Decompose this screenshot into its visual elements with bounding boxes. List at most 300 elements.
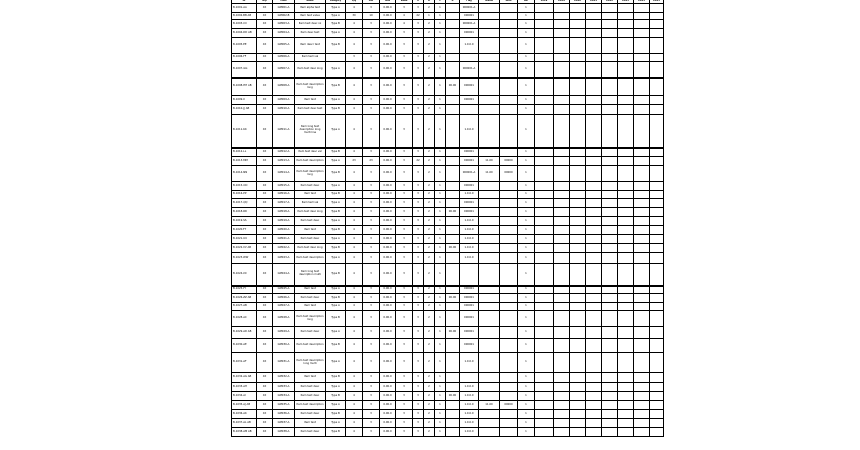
table-cell: 3 [396, 264, 413, 286]
table-cell: 000001 [460, 182, 479, 191]
table-cell [634, 353, 650, 373]
table-cell: 3 [396, 294, 413, 303]
table-cell: XX [257, 244, 273, 253]
table-cell: Type A [326, 199, 346, 208]
table-cell [535, 303, 554, 311]
table-cell: 3 [413, 191, 424, 199]
table-cell [570, 217, 586, 226]
table-cell: 0.00.0 [380, 339, 396, 353]
table-cell: 1 [518, 264, 535, 286]
table-cell [535, 38, 554, 54]
table-cell: 1.0.0.0 [460, 401, 479, 410]
column-header[interactable]: Name [295, 0, 326, 4]
table-cell [618, 401, 634, 410]
table-cell [446, 383, 460, 392]
table-cell: 000001-A [460, 166, 479, 182]
table-cell: 4 [346, 166, 363, 182]
table-cell: Item text [295, 226, 326, 235]
table-cell [479, 373, 500, 383]
table-cell [554, 4, 570, 13]
table-cell [535, 29, 554, 38]
table-cell [554, 157, 570, 166]
table-cell [535, 115, 554, 148]
table-cell [535, 401, 554, 410]
table-cell [650, 54, 664, 62]
table-cell: Type B [326, 264, 346, 286]
table-cell: 4 [346, 105, 363, 115]
table-cell: B-1035-AJ AB [232, 401, 257, 410]
table-cell: 1 [435, 294, 446, 303]
table-cell: 3 [363, 208, 380, 217]
table-cell: 3 [396, 226, 413, 235]
table-cell [650, 13, 664, 20]
table-cell [554, 410, 570, 419]
table-cell: 0.00.0 [380, 253, 396, 264]
table-cell: 1 [435, 191, 446, 199]
table-cell: 3 [413, 327, 424, 339]
table-cell [602, 244, 618, 253]
table-cell [500, 4, 518, 13]
table-cell: B-1004-DD AB [232, 29, 257, 38]
table-cell: 2 [424, 191, 435, 199]
table-cell: 0.00.0 [380, 373, 396, 383]
table-cell: 0.00.0 [380, 235, 396, 244]
table-cell [554, 226, 570, 235]
table-cell: 1 [435, 115, 446, 148]
table-cell: Item text desc [295, 392, 326, 401]
table-cell: 1 [518, 294, 535, 303]
column-header[interactable]: Qty [346, 0, 363, 4]
table-cell: 1 [518, 401, 535, 410]
table-cell: 3 [363, 303, 380, 311]
table-cell [634, 419, 650, 428]
table-cell [650, 208, 664, 217]
table-cell [554, 373, 570, 383]
table-row [232, 264, 664, 286]
table-cell: GM018-A [273, 208, 295, 217]
table-cell: Item text value [295, 13, 326, 20]
table-cell [554, 62, 570, 78]
table-cell: 2 [424, 208, 435, 217]
table-cell: 4 [346, 253, 363, 264]
table-cell [586, 373, 602, 383]
table-cell [634, 54, 650, 62]
table-cell: B-1034-AI [232, 392, 257, 401]
table-cell: 3 [396, 327, 413, 339]
table-row [232, 38, 664, 54]
table-cell [554, 191, 570, 199]
table-cell [479, 78, 500, 96]
table-cell [586, 54, 602, 62]
table-cell: 3 [363, 191, 380, 199]
table-cell [602, 115, 618, 148]
table-cell: GM020-A [273, 226, 295, 235]
table-cell: 1 [435, 264, 446, 286]
table-cell: 3 [396, 115, 413, 148]
table-cell [554, 235, 570, 244]
table-cell: 1 [435, 38, 446, 54]
table-cell: 3 [363, 311, 380, 327]
table-cell [479, 4, 500, 13]
table-cell: 1 [435, 13, 446, 20]
table-cell [535, 62, 554, 78]
table-cell [446, 401, 460, 410]
table-cell: 0.00.0 [380, 148, 396, 157]
table-cell: 30 [346, 13, 363, 20]
table-cell: 3 [413, 353, 424, 373]
table-cell [570, 4, 586, 13]
table-cell: 1 [435, 208, 446, 217]
table-cell [500, 286, 518, 294]
table-cell: 4 [346, 428, 363, 437]
table-cell: 1 [435, 401, 446, 410]
table-cell [479, 105, 500, 115]
table-cell: 1 [435, 157, 446, 166]
table-cell: Type B [326, 311, 346, 327]
column-header[interactable]: ID [232, 0, 257, 4]
table-cell [535, 410, 554, 419]
table-cell [554, 29, 570, 38]
column-header[interactable]: Col20 [570, 0, 586, 4]
table-cell: Type A [326, 29, 346, 38]
table-cell: 0.00.0 [380, 54, 396, 62]
table-cell [570, 166, 586, 182]
table-row [232, 20, 664, 29]
table-cell [570, 303, 586, 311]
table-cell: XX [257, 166, 273, 182]
column-header[interactable]: Col24 [634, 0, 650, 4]
table-cell: Type B [326, 208, 346, 217]
table-cell: XX [257, 226, 273, 235]
table-cell [634, 13, 650, 20]
table-cell [554, 20, 570, 29]
table-cell [602, 182, 618, 191]
table-cell [446, 373, 460, 383]
table-cell [602, 235, 618, 244]
table-cell [479, 115, 500, 148]
table-cell: 1.0.0.0 [460, 235, 479, 244]
table-cell [634, 226, 650, 235]
table-cell [634, 401, 650, 410]
table-cell: B-1022-VV AB [232, 244, 257, 253]
table-cell: 1 [518, 410, 535, 419]
table-row [232, 62, 664, 78]
table-cell [535, 199, 554, 208]
table-cell: 000001 [460, 286, 479, 294]
table-cell [554, 253, 570, 264]
table-cell: 0.00.0 [380, 303, 396, 311]
table-cell: 0.00.0 [380, 96, 396, 105]
table-cell [586, 166, 602, 182]
column-header[interactable]: Col25 [650, 0, 664, 4]
table-cell: 1.0.0.0 [460, 115, 479, 148]
table-cell: Item text [295, 286, 326, 294]
table-cell: XX [257, 96, 273, 105]
column-header[interactable]: Min [363, 0, 380, 4]
table-cell: 23 [346, 157, 363, 166]
table-cell: B-1020-TT [232, 226, 257, 235]
table-cell: 1 [435, 20, 446, 29]
table-cell [554, 78, 570, 96]
table-row [232, 166, 664, 182]
table-cell [570, 105, 586, 115]
table-cell: 3 [413, 208, 424, 217]
table-cell: 1 [518, 208, 535, 217]
table-cell [650, 29, 664, 38]
table-cell [535, 208, 554, 217]
table-cell [650, 339, 664, 353]
table-cell [650, 401, 664, 410]
table-cell: XX [257, 428, 273, 437]
table-cell [650, 62, 664, 78]
table-cell [554, 327, 570, 339]
table-cell [570, 392, 586, 401]
table-cell: Type A [326, 115, 346, 148]
table-cell: Item text desc [295, 235, 326, 244]
table-cell [500, 182, 518, 191]
table-cell [602, 191, 618, 199]
table-cell [618, 311, 634, 327]
table-cell: 3 [363, 115, 380, 148]
table-cell: 3 [363, 54, 380, 62]
table-cell [446, 105, 460, 115]
column-header[interactable]: Flag [460, 0, 479, 4]
table-cell [586, 199, 602, 208]
table-row [232, 294, 664, 303]
table-cell: Item text val [295, 199, 326, 208]
table-cell: 3 [396, 78, 413, 96]
column-header[interactable]: Ref [518, 0, 535, 4]
table-cell [535, 13, 554, 20]
table-cell [602, 157, 618, 166]
table-cell: 1.0.0.0 [460, 38, 479, 54]
table-cell: 3 [363, 353, 380, 373]
table-cell: Type B [326, 148, 346, 157]
table-cell: 3 [413, 303, 424, 311]
table-cell: 2 [424, 419, 435, 428]
table-cell: 4 [346, 264, 363, 286]
table-cell [634, 339, 650, 353]
table-cell: 4 [346, 20, 363, 29]
table-cell: Type B [326, 373, 346, 383]
table-cell: GM007-A [273, 62, 295, 78]
table-cell: 2 [424, 54, 435, 62]
table-cell [446, 148, 460, 157]
table-cell: 4 [346, 199, 363, 208]
table-cell [650, 428, 664, 437]
table-cell [554, 148, 570, 157]
column-header[interactable]: Col23 [618, 0, 634, 4]
column-header[interactable]: Value [396, 0, 413, 4]
table-cell: 3 [413, 54, 424, 62]
table-cell [618, 199, 634, 208]
column-header[interactable]: Status [479, 0, 500, 4]
column-header[interactable]: A [413, 0, 424, 4]
table-cell: 0.00.0 [380, 29, 396, 38]
table-cell [570, 226, 586, 235]
table-cell: 000001 [460, 208, 479, 217]
table-row [232, 115, 664, 148]
table-cell: Type A [326, 13, 346, 20]
table-cell: 00.00 [446, 327, 460, 339]
table-cell: B-1001-AA [232, 4, 257, 13]
table-cell [535, 311, 554, 327]
table-cell [634, 208, 650, 217]
table-row [232, 410, 664, 419]
table-cell [535, 96, 554, 105]
table-cell: GM009-A [273, 96, 295, 105]
table-cell: Type B [326, 428, 346, 437]
table-cell: 1 [435, 373, 446, 383]
table-cell: XX [257, 401, 273, 410]
table-cell [602, 4, 618, 13]
table-cell [586, 253, 602, 264]
table-cell [479, 311, 500, 327]
table-cell [446, 96, 460, 105]
table-cell: B-1015-OO [232, 182, 257, 191]
table-cell: 3 [363, 294, 380, 303]
table-cell: 000001 [460, 13, 479, 20]
table-cell [479, 13, 500, 20]
table-cell: GM008-A [273, 78, 295, 96]
table-cell [479, 96, 500, 105]
table-cell [618, 20, 634, 29]
table-cell [570, 13, 586, 20]
column-header[interactable]: D [446, 0, 460, 4]
table-cell [618, 157, 634, 166]
table-cell: 0.00.0 [380, 199, 396, 208]
table-cell: 1 [518, 148, 535, 157]
table-cell: 0.00.0 [380, 105, 396, 115]
table-cell [586, 105, 602, 115]
table-cell: B-1012-LL [232, 148, 257, 157]
table-cell [500, 226, 518, 235]
column-header[interactable]: Max [380, 0, 396, 4]
table-cell [479, 182, 500, 191]
table-cell [586, 62, 602, 78]
table-cell: Type A [326, 419, 346, 428]
table-cell [586, 20, 602, 29]
table-cell: Type A [326, 235, 346, 244]
table-cell [479, 410, 500, 419]
table-cell [500, 311, 518, 327]
table-cell: 2 [424, 428, 435, 437]
table-cell: 1 [518, 383, 535, 392]
table-cell [602, 392, 618, 401]
table-cell [535, 327, 554, 339]
table-cell: XX [257, 4, 273, 13]
table-cell: Type B [326, 294, 346, 303]
table-cell [535, 353, 554, 373]
table-row [232, 29, 664, 38]
table-cell [650, 392, 664, 401]
table-cell: Item text description long multi [295, 353, 326, 373]
table-cell [602, 253, 618, 264]
table-cell: 2 [424, 244, 435, 253]
table-cell [650, 199, 664, 208]
table-cell: 1 [435, 311, 446, 327]
table-cell [446, 217, 460, 226]
table-cell [570, 38, 586, 54]
table-cell [570, 327, 586, 339]
table-cell [535, 264, 554, 286]
table-cell [446, 191, 460, 199]
table-cell: B-1016-PP [232, 191, 257, 199]
table-cell: 0.00.0 [380, 217, 396, 226]
table-cell: B-1031-AF [232, 353, 257, 373]
table-cell: XX [257, 208, 273, 217]
table-cell: 3 [413, 253, 424, 264]
table-cell: XX [257, 157, 273, 166]
table-cell: 1 [518, 286, 535, 294]
column-header[interactable]: Col19 [554, 0, 570, 4]
table-cell: 3 [413, 217, 424, 226]
column-header[interactable]: Extra [535, 0, 554, 4]
table-cell: XX [257, 353, 273, 373]
table-cell: B-1021-UU [232, 235, 257, 244]
table-cell [479, 428, 500, 437]
table-cell [602, 428, 618, 437]
table-cell [446, 199, 460, 208]
table-cell [446, 235, 460, 244]
table-cell [618, 62, 634, 78]
table-cell [570, 311, 586, 327]
table-cell: 00.00 [446, 392, 460, 401]
table-cell: 3 [363, 217, 380, 226]
table-cell: 3 [396, 303, 413, 311]
table-cell [479, 208, 500, 217]
table-cell: 1.0.0.0 [460, 244, 479, 253]
table-cell: 1 [435, 353, 446, 373]
table-cell: XX [257, 253, 273, 264]
table-cell [535, 226, 554, 235]
column-header[interactable]: Grp [257, 0, 273, 4]
table-cell: 1.0.0.0 [460, 217, 479, 226]
table-cell: 1 [518, 311, 535, 327]
table-cell [554, 303, 570, 311]
table-cell [446, 4, 460, 13]
column-header[interactable]: Col22 [602, 0, 618, 4]
table-cell [586, 148, 602, 157]
table-cell [634, 96, 650, 105]
table-cell: 1 [518, 339, 535, 353]
table-cell: XX [257, 105, 273, 115]
column-header[interactable]: B [424, 0, 435, 4]
table-cell: 3 [363, 401, 380, 410]
table-cell: 1 [518, 327, 535, 339]
table-cell [618, 4, 634, 13]
table-cell [479, 244, 500, 253]
column-header[interactable]: Code [273, 0, 295, 4]
table-cell [650, 286, 664, 294]
column-header[interactable]: Col21 [586, 0, 602, 4]
column-header[interactable]: Category [326, 0, 346, 4]
column-header[interactable]: C [435, 0, 446, 4]
table-cell [554, 419, 570, 428]
table-cell [446, 428, 460, 437]
table-cell [650, 353, 664, 373]
table-cell: 3 [363, 428, 380, 437]
table-cell [446, 339, 460, 353]
table-cell: 1 [518, 253, 535, 264]
table-cell: 3 [363, 410, 380, 419]
table-cell [634, 199, 650, 208]
table-row [232, 419, 664, 428]
table-cell: XX [257, 339, 273, 353]
column-header[interactable]: Note [500, 0, 518, 4]
table-cell: 3 [413, 311, 424, 327]
table-cell [618, 208, 634, 217]
